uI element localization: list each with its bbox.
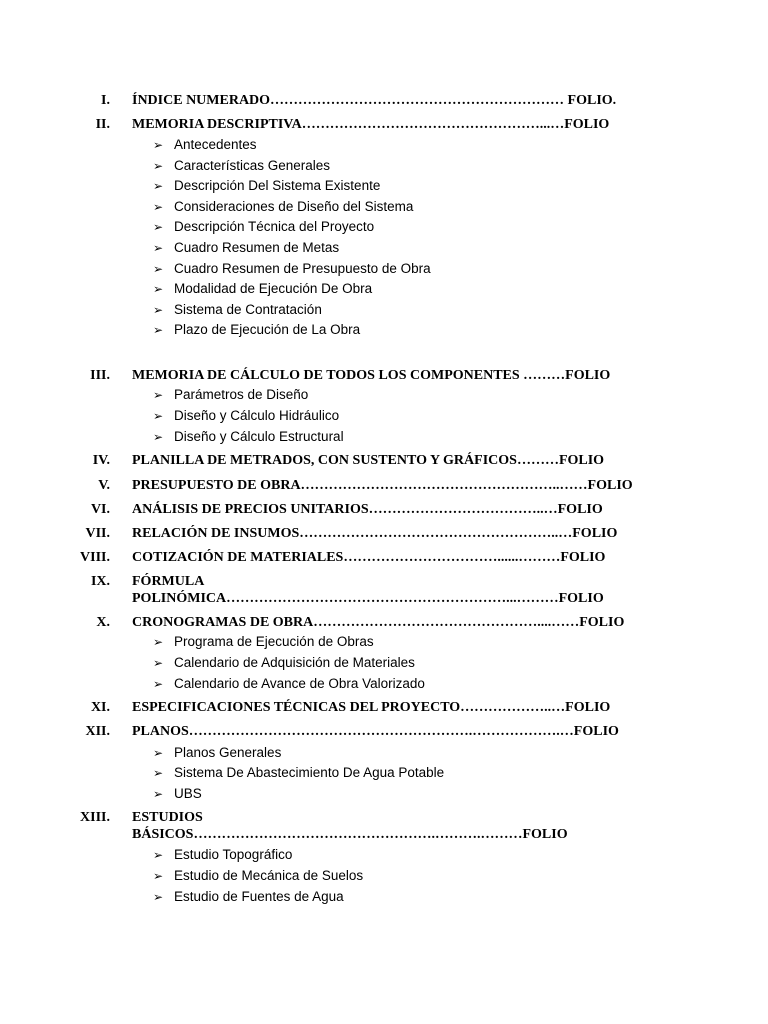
arrow-bullet-icon: ➢: [153, 787, 164, 801]
list-item: ➢ Cuadro Resumen de Metas: [153, 240, 340, 255]
list-item: ➢ Sistema de Contratación: [153, 302, 322, 317]
section-number: I.: [101, 93, 110, 108]
list-item: ➢ Parámetros de Diseño: [153, 387, 309, 402]
list-item: ➢ Calendario de Adquisición de Materiales: [153, 655, 415, 670]
section-title: RELACIÓN DE INSUMOS………………………………………………..…FOLIO: [132, 526, 618, 541]
arrow-bullet-icon: ➢: [153, 138, 164, 152]
section-title: PLANOS…………………………………………………….……………….…FOLIO: [132, 724, 619, 739]
arrow-bullet-icon: ➢: [153, 890, 164, 904]
list-item: ➢ Diseño y Cálculo Hidráulico: [153, 408, 340, 423]
arrow-bullet-icon: ➢: [153, 388, 164, 402]
section-title: PLANILLA DE METRADOS, CON SUSTENTO Y GRÁFICOS………FOLIO: [132, 453, 605, 468]
arrow-bullet-icon: ➢: [153, 677, 164, 691]
section-title-continued: POLINÓMICA……………………………………………………...………FOLIO: [132, 591, 604, 606]
arrow-bullet-icon: ➢: [153, 848, 164, 862]
section-number: II.: [95, 117, 110, 132]
list-item: ➢ Estudio Topográfico: [153, 847, 293, 862]
section-number: VII.: [85, 526, 110, 541]
arrow-bullet-icon: ➢: [153, 200, 164, 214]
list-item: ➢ Modalidad de Ejecución De Obra: [153, 281, 373, 296]
section-title: COTIZACIÓN DE MATERIALES……………………………......………FOLIO: [132, 550, 606, 565]
list-item: ➢ UBS: [153, 786, 202, 801]
arrow-bullet-icon: ➢: [153, 220, 164, 234]
arrow-bullet-icon: ➢: [153, 179, 164, 193]
list-item: ➢ Plazo de Ejecución de La Obra: [153, 322, 361, 337]
section-title: MEMORIA DE CÁLCULO DE TODOS LOS COMPONENTES ………FOLIO: [132, 368, 611, 383]
section-title: CRONOGRAMAS DE OBRA…………………………………………....……FOLIO: [132, 615, 625, 630]
arrow-bullet-icon: ➢: [153, 303, 164, 317]
list-item: ➢ Diseño y Cálculo Estructural: [153, 429, 344, 444]
arrow-bullet-icon: ➢: [153, 323, 164, 337]
list-item: ➢ Calendario de Avance de Obra Valorizado: [153, 676, 425, 691]
section-number: XII.: [85, 724, 110, 739]
section-title: FÓRMULA: [132, 574, 205, 589]
list-item: ➢ Estudio de Fuentes de Agua: [153, 889, 344, 904]
section-number: X.: [96, 615, 110, 630]
section-title: ESTUDIOS: [132, 810, 203, 825]
section-number: XIII.: [80, 810, 110, 825]
arrow-bullet-icon: ➢: [153, 869, 164, 883]
list-item: ➢ Cuadro Resumen de Presupuesto de Obra: [153, 261, 431, 276]
section-number: V.: [98, 478, 110, 493]
list-item: ➢ Descripción Del Sistema Existente: [153, 178, 381, 193]
arrow-bullet-icon: ➢: [153, 746, 164, 760]
arrow-bullet-icon: ➢: [153, 656, 164, 670]
section-title: ANÁLISIS DE PRECIOS UNITARIOS………………………………..…FOLIO: [132, 502, 603, 517]
list-item: ➢ Descripción Técnica del Proyecto: [153, 219, 375, 234]
arrow-bullet-icon: ➢: [153, 159, 164, 173]
section-title-continued: BÁSICOS…………………………………………….……….………FOLIO: [132, 827, 568, 842]
arrow-bullet-icon: ➢: [153, 409, 164, 423]
section-title: PRESUPUESTO DE OBRA………………………………………………..……FOLIO: [132, 478, 633, 493]
section-number: IV.: [92, 453, 110, 468]
section-title: MEMORIA DESCRIPTIVA……………………………………………...…FOLIO: [132, 117, 610, 132]
section-number: VIII.: [80, 550, 110, 565]
arrow-bullet-icon: ➢: [153, 241, 164, 255]
arrow-bullet-icon: ➢: [153, 430, 164, 444]
list-item: ➢ Consideraciones de Diseño del Sistema: [153, 199, 414, 214]
section-number: XI.: [90, 700, 110, 715]
section-number: IX.: [90, 574, 110, 589]
list-item: ➢ Estudio de Mecánica de Suelos: [153, 868, 364, 883]
arrow-bullet-icon: ➢: [153, 262, 164, 276]
arrow-bullet-icon: ➢: [153, 766, 164, 780]
section-number: III.: [90, 368, 110, 383]
list-item: ➢ Planos Generales: [153, 745, 282, 760]
section-title: ESPECIFICACIONES TÉCNICAS DEL PROYECTO………………..…FOLIO: [132, 700, 611, 715]
section-title: ÍNDICE NUMERADO……………………………………………………… FOLIO.: [132, 93, 617, 108]
arrow-bullet-icon: ➢: [153, 635, 164, 649]
list-item: ➢ Sistema De Abastecimiento De Agua Potable: [153, 765, 445, 780]
list-item: ➢ Características Generales: [153, 158, 331, 173]
list-item: ➢ Antecedentes: [153, 137, 257, 152]
section-number: VI.: [90, 502, 110, 517]
arrow-bullet-icon: ➢: [153, 282, 164, 296]
list-item: ➢ Programa de Ejecución de Obras: [153, 634, 374, 649]
